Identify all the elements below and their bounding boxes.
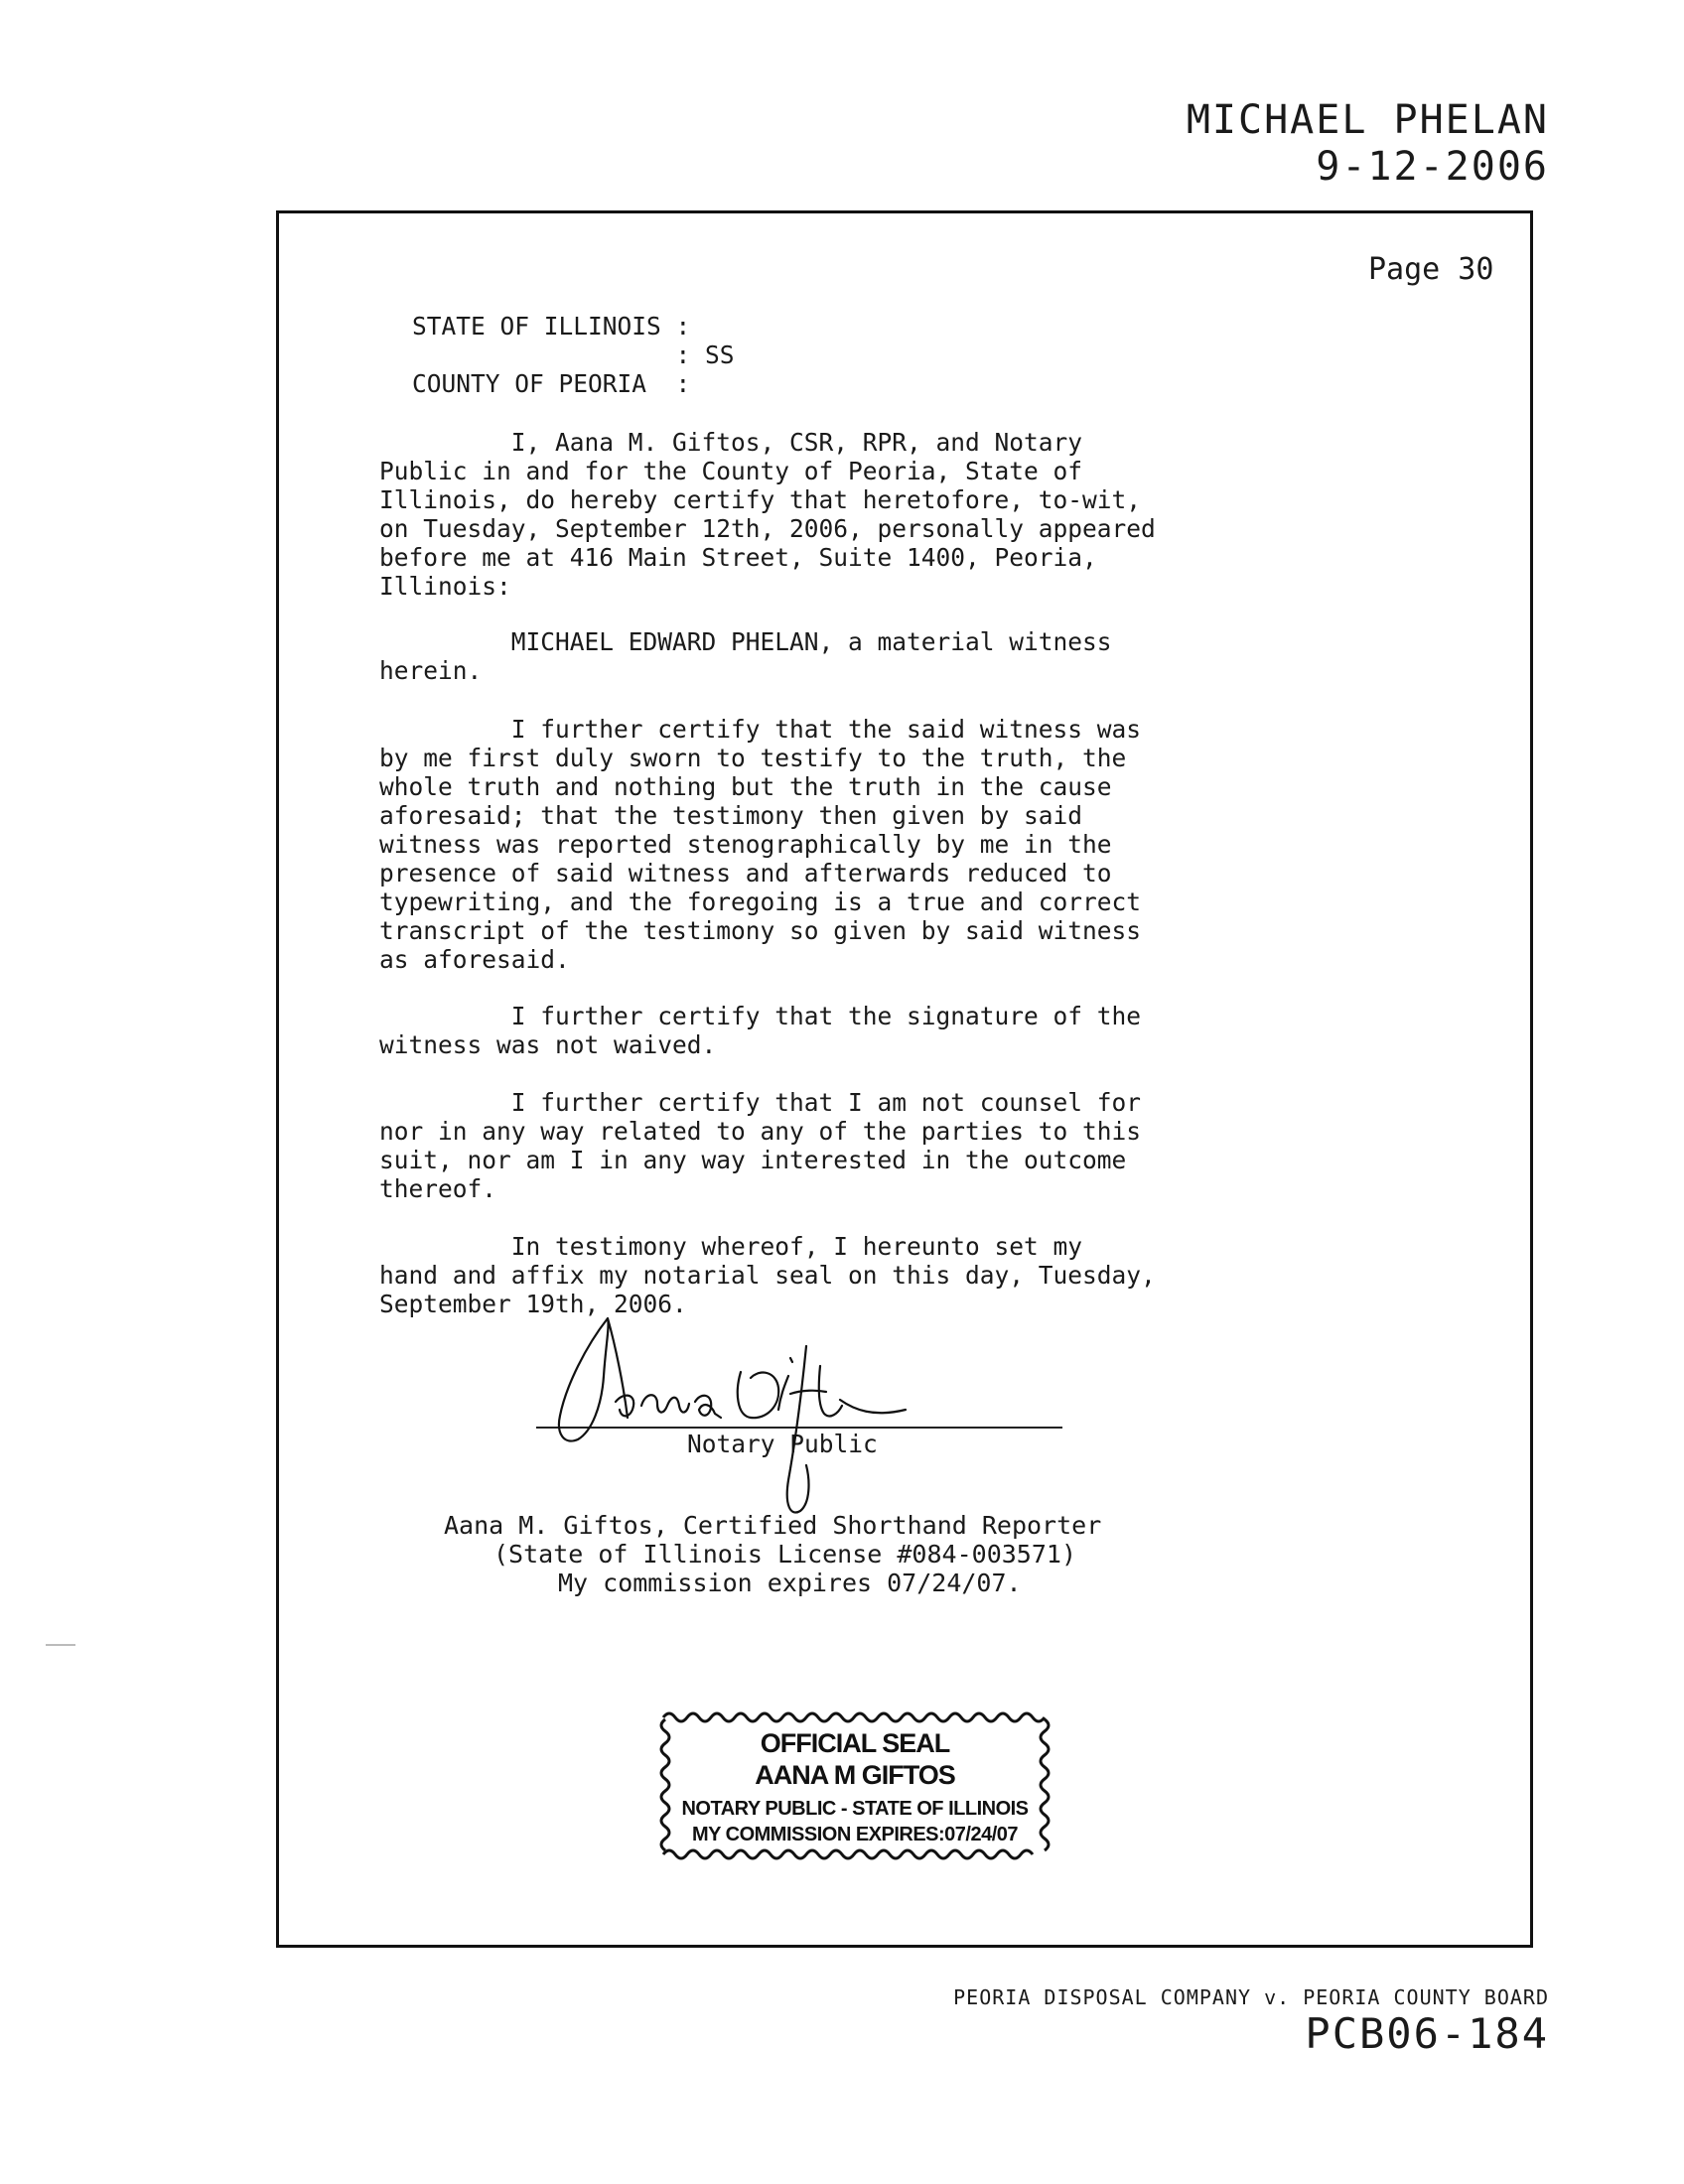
seal-expiration: MY COMMISSION EXPIRES:07/24/07	[691, 1824, 1019, 1845]
page-number: Page 30	[1368, 252, 1494, 287]
venue-caption: STATE OF ILLINOIS : : SS COUNTY OF PEORIA :	[412, 312, 735, 398]
notary-seal-stamp	[655, 1706, 1054, 1864]
commission-expiry: My commission expires 07/24/07.	[558, 1569, 1022, 1597]
certificate-paragraph-testimony: In testimony whereof, I hereunto set my hand and affix my notarial seal on this day, Tuesday, September 19th, 2006.	[379, 1232, 1156, 1318]
margin-mark	[46, 1644, 75, 1646]
signature-caption: Notary Public	[687, 1430, 878, 1458]
reporter-name: Aana M. Giftos, Certified Shorthand Reporter	[444, 1511, 1102, 1540]
seal-title: OFFICIAL SEAL	[760, 1728, 950, 1758]
case-caption: PEORIA DISPOSAL COMPANY v. PEORIA COUNTY BOARD	[953, 1985, 1549, 2009]
seal-notary-name: AANA M GIFTOS	[755, 1760, 955, 1790]
certificate-paragraph-signature: I further certify that the signature of the witness was not waived.	[379, 1002, 1142, 1059]
certificate-paragraph-sworn: I further certify that the said witness was by me first duly sworn to testify to the truth, the whole truth and nothing but the truth in the cause aforesaid; that the testimony then given by said witness was reported stenographically by me in the presence of said witness and afterwards reduced to typewriting, and the foregoing is a true and correct transcript of the testimony so given by said witness as aforesaid.	[379, 715, 1142, 974]
seal-jurisdiction: NOTARY PUBLIC - STATE OF ILLINOIS	[681, 1798, 1029, 1820]
certificate-paragraph-counsel: I further certify that I am not counsel for nor in any way related to any of the parties to this suit, nor am I in any way interested in the outcome thereof.	[379, 1088, 1142, 1203]
certificate-paragraph-witness: MICHAEL EDWARD PHELAN, a material witness herein.	[379, 627, 1112, 685]
deposition-date-header: 9-12-2006	[1316, 144, 1549, 190]
reporter-license: (State of Illinois License #084-003571)	[493, 1540, 1076, 1569]
case-number: PCB06-184	[1305, 2009, 1549, 2058]
witness-name-header: MICHAEL PHELAN	[1186, 97, 1549, 143]
certificate-paragraph-appearance: I, Aana M. Giftos, CSR, RPR, and Notary Public in and for the County of Peoria, State of Illinois, do hereby certify that heretofore, to-wit, on Tuesday, September 12th, 2006, personally appeared before me at 416 Main Street, Suite 1400, Peoria, Illinois:	[379, 428, 1156, 601]
handwritten-signature	[546, 1306, 963, 1525]
